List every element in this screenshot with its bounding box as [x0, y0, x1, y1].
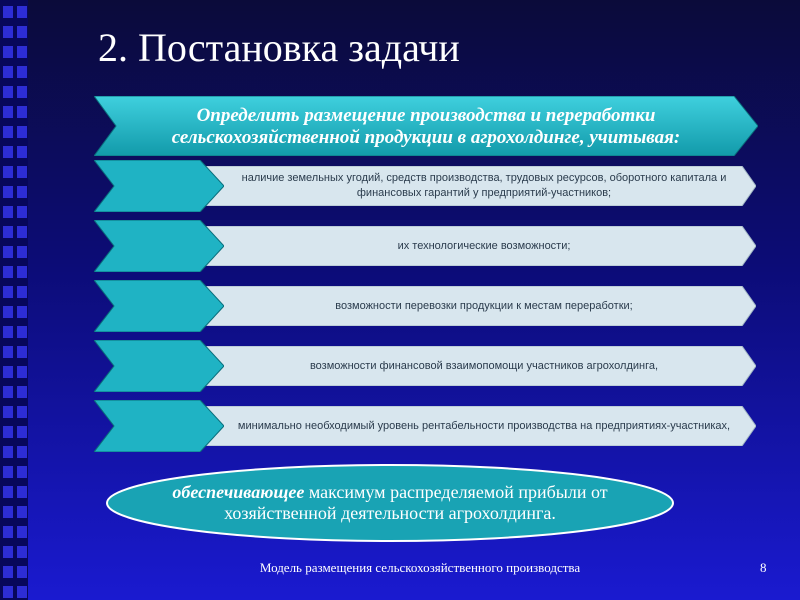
condition-row [94, 220, 756, 272]
condition-text: минимально необходимый уровень рентабельности производства на предприятиях-участниках, [237, 419, 731, 432]
chevron-arrow-icon [94, 280, 224, 332]
condition-text: их технологические возможности; [397, 239, 571, 252]
condition-row [94, 280, 756, 332]
conclusion-text [160, 470, 620, 536]
condition-text: возможности финансовой взаимопомощи участников агрохолдинга, [309, 359, 659, 372]
condition-row [94, 340, 756, 392]
conclusion-rest-text: максимум распределяемой прибыли от хозяйственной деятельности агрохолдинга. [224, 482, 608, 523]
header-italic-text: размещение производства и переработки сельскохозяйственной продукции в агрохолдинге [171, 105, 656, 148]
slide-title: 2. Постановка задачи [98, 25, 460, 70]
condition-row [94, 160, 756, 212]
chevron-arrow-icon [94, 220, 224, 272]
chevron-arrow-icon [94, 400, 224, 452]
slide-footer: Модель размещения сельскохозяйственного производства [259, 560, 581, 575]
chevron-arrow-icon [94, 340, 224, 392]
page-number: 8 [760, 560, 767, 575]
header-tail-text: , учитывая: [579, 127, 681, 148]
condition-row [94, 400, 756, 452]
condition-text: возможности перевозки продукции к местам переработки; [335, 299, 633, 312]
conclusion-italic-text: обеспечивающее [172, 482, 305, 502]
condition-text: наличие земельных угодий, средств производства, трудовых ресурсов, оборотного капитала и финансовых гарантий у предприятий-участников; [241, 172, 727, 199]
chevron-arrow-icon [94, 160, 224, 212]
header-plain-text: Определить [196, 105, 300, 126]
